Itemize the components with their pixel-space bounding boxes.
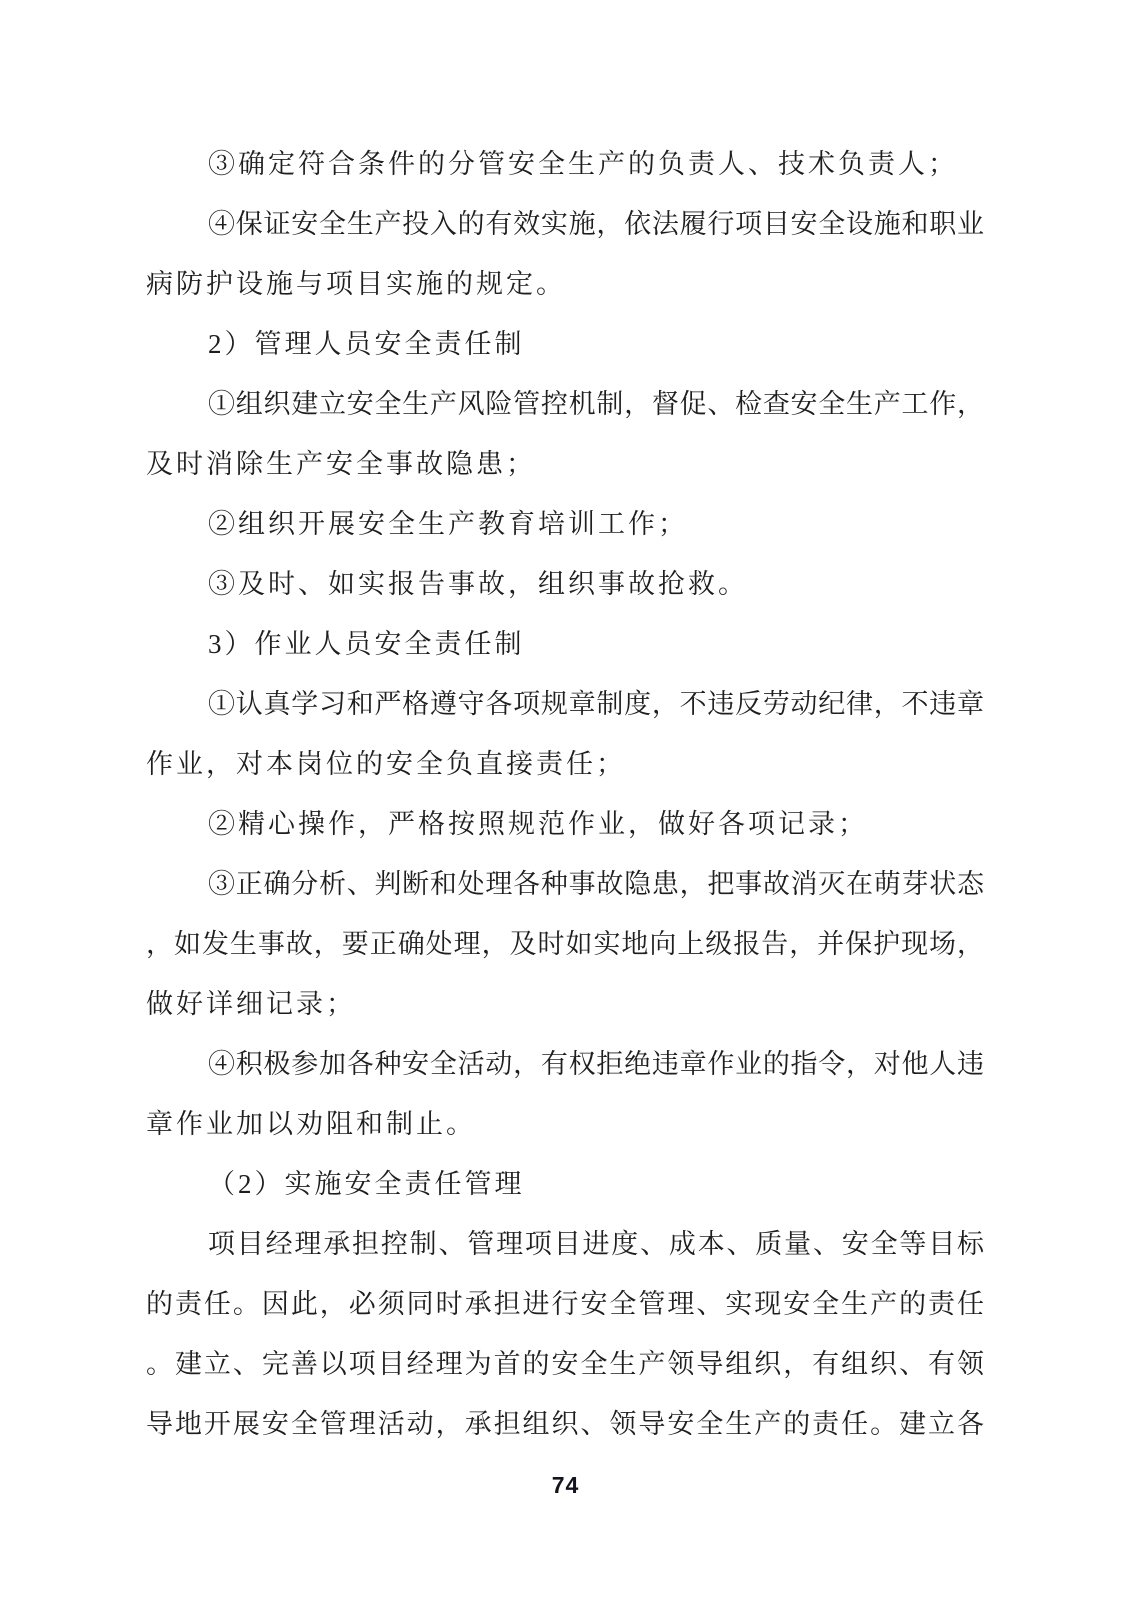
text-line: 及时消除生产安全事故隐患；: [146, 449, 536, 479]
page-number: 74: [551, 1472, 580, 1498]
subheading-line: （2）实施安全责任管理: [208, 1169, 525, 1199]
text-line: ，如发生事故，要正确处理，及时如实地向上级报告，并保护现场，: [146, 929, 984, 959]
subheading-line: 3）作业人员安全责任制: [208, 629, 525, 659]
text-line: ③及时、如实报告事故，组织事故抢救。: [208, 569, 748, 599]
text-line: 项目经理承担控制、管理项目进度、成本、质量、安全等目标: [208, 1229, 984, 1259]
text-line: 导地开展安全管理活动，承担组织、领导安全生产的责任。建立各: [146, 1409, 984, 1439]
text-line: 的责任。因此，必须同时承担进行安全管理、实现安全生产的责任: [146, 1289, 984, 1319]
text-line: ④积极参加各种安全活动，有权拒绝违章作业的指令，对他人违: [208, 1049, 984, 1079]
text-line: ①组织建立安全生产风险管控机制，督促、检查安全生产工作，: [208, 389, 984, 419]
document-body: [146, 134, 984, 1454]
text-line: 病防护设施与项目实施的规定。: [146, 269, 566, 299]
page-footer: [0, 1472, 1131, 1506]
text-line: 做好详细记录；: [146, 989, 356, 1019]
text-line: 章作业加以劝阻和制止。: [146, 1109, 476, 1139]
text-line: ④保证安全生产投入的有效实施，依法履行项目安全设施和职业: [208, 209, 984, 239]
subheading-line: 2）管理人员安全责任制: [208, 329, 525, 359]
text-line: ③确定符合条件的分管安全生产的负责人、技术负责人；: [208, 149, 958, 179]
text-line: ②精心操作，严格按照规范作业，做好各项记录；: [208, 809, 868, 839]
text-line: ①认真学习和严格遵守各项规章制度，不违反劳动纪律，不违章: [208, 689, 984, 719]
text-line: ③正确分析、判断和处理各种事故隐患，把事故消灭在萌芽状态: [208, 869, 984, 899]
text-line: ②组织开展安全生产教育培训工作；: [208, 509, 688, 539]
text-line: 。建立、完善以项目经理为首的安全生产领导组织，有组织、有领: [146, 1349, 984, 1379]
text-line: 作业，对本岗位的安全负直接责任；: [146, 749, 626, 779]
